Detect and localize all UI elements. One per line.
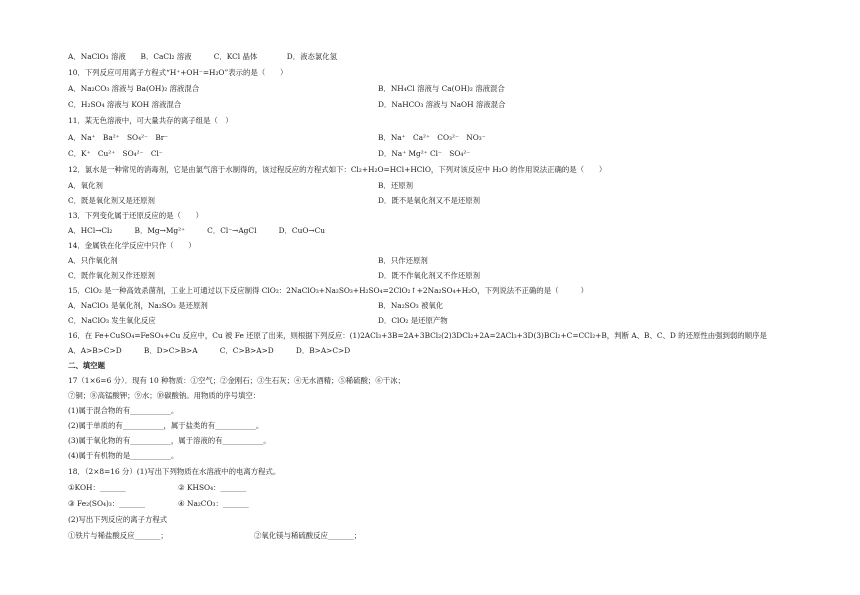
text-line-l40: ② KHSO₄：_______ (178, 483, 247, 492)
text-line-l25: A．NaClO₃ 是氧化剂，Na₂SO₃ 是还原剂 (68, 301, 208, 310)
text-line-l23: D．既不作氧化剂又不作还原剂 (378, 271, 481, 280)
text-line-l22: C．既作氧化剂又作还原剂 (68, 271, 155, 280)
text-line-l45: ②氧化镁与稀硫酸反应_______； (254, 531, 362, 540)
text-line-l17: 13．下列变化属于还原反应的是（ ） (68, 211, 204, 220)
text-line-l34: (1)属于混合物的有___________。 (68, 406, 179, 415)
text-line-l05: C．H₂SO₄ 溶液与 KOH 溶液混合 (68, 100, 182, 109)
text-line-l19: 14．金属铁在化学反应中只作（ ） (68, 241, 196, 250)
text-line-l04: B．NH₄Cl 溶液与 Ca(OH)₂ 溶液混合 (378, 84, 505, 93)
text-line-l21: B．只作还原剂 (378, 256, 428, 265)
text-line-l42: ④ Na₂CO₃：_______ (178, 499, 249, 508)
text-line-l12: 12．氯水是一种常见的消毒剂，它是由氯气溶于水制得的，该过程反应的方程式如下：Cl₂+H₂O=HCl+HClO，下列对该反应中 H₂O 的作用说法正确的是（ ） (68, 165, 607, 174)
text-line-l33: ⑦铜；⑧高锰酸钾；⑨水；⑩碳酸钠。用物质的序号填空： (68, 391, 261, 400)
text-line-l24: 15．ClO₂ 是一种高效杀菌剂，工业上可通过以下反应制得 ClO₂：2NaClO₃+Na₂SO₃+H₂SO₄=2ClO₂↑+2Na₂SO₄+H₂O，下列说法不正确的是（ ） (68, 286, 589, 295)
text-line-l14: B．还原剂 (378, 181, 413, 190)
text-line-l13: A．氧化剂 (68, 181, 103, 190)
text-line-l26: B．Na₂SO₃ 被氧化 (378, 301, 444, 310)
text-line-l28: D．ClO₂ 是还原产物 (378, 316, 448, 325)
text-line-l15: C．既是氧化剂又是还原剂 (68, 196, 155, 205)
text-line-l02: 10．下列反应可用离子方程式“H⁺+OH⁻=H₂O”表示的是（ ） (68, 68, 288, 77)
text-line-l39: ①KOH：_______ (68, 483, 126, 492)
text-line-l37: (4)属于有机物的是___________。 (68, 451, 179, 460)
text-line-l30: A．A>B>C>D B．D>C>B>A C．C>B>A>D D．B>A>C>D (68, 346, 351, 355)
text-line-l27: C．NaClO₃ 发生氧化反应 (68, 316, 156, 325)
text-line-l07: 11．某无色溶液中，可大量共存的离子组是（ ） (68, 116, 233, 125)
text-line-l11: D．Na⁺ Mg²⁺ Cl⁻ SO₄²⁻ (378, 149, 471, 158)
text-line-l35: (2)属于单质的有___________，属于盐类的有___________。 (68, 421, 264, 430)
text-line-l01: A．NaClO₃ 溶液 B．CaCl₂ 溶液 C．KCl 晶体 D．液态氯化氢 (68, 52, 338, 61)
text-line-l31: 二、填空题 (68, 361, 105, 370)
text-line-l16: D．既不是氧化剂又不是还原剂 (378, 196, 481, 205)
text-line-l20: A．只作氧化剂 (68, 256, 118, 265)
text-line-l10: C．K⁺ Cu²⁺ SO₄²⁻ Cl⁻ (68, 149, 163, 158)
text-line-l06: D．NaHCO₃ 溶液与 NaOH 溶液混合 (378, 100, 506, 109)
text-line-l29: 16．在 Fe+CuSO₄=FeSO₄+Cu 反应中，Cu 被 Fe 还原了出来，则根据下列反应：(1)2ACl₃+3B=2A+3BCl₂(2)3DCl₂+2A=2ACl₃+3D(3)BCl₂+C=CCl₂+B，判断 A、B、C、D 的还原性由强到弱的顺序是 (68, 331, 767, 340)
text-line-l41: ③ Fe₂(SO₄)₃：_______ (68, 499, 146, 508)
text-line-l38: 18．（2×8=16 分）(1)写出下列物质在水溶液中的电离方程式。 (68, 467, 281, 476)
text-line-l32: 17（1×6=6 分）．现有 10 种物质：①空气；②金刚石；③生石灰；④无水酒精；⑤稀硫酸；⑥干冰； (68, 376, 405, 385)
text-line-l44: ①铁片与稀盐酸反应_______； (68, 531, 168, 540)
text-line-l09: B．Na⁺ Ca²⁺ CO₃²⁻ NO₃⁻ (378, 133, 486, 142)
text-line-l18: A．HCl→Cl₂ B．Mg→Mg²⁺ C．Cl⁻→AgCl D．CuO→Cu (68, 226, 325, 235)
text-line-l03: A．Na₂CO₃ 溶液与 Ba(OH)₂ 溶液混合 (68, 84, 200, 93)
text-line-l08: A．Na⁺ Ba²⁺ SO₄²⁻ Br⁻ (68, 133, 169, 142)
text-line-l43: (2)写出下列反应的离子方程式 (68, 515, 168, 524)
text-line-l36: (3)属于氧化物的有___________，属于溶液的有___________。 (68, 436, 271, 445)
